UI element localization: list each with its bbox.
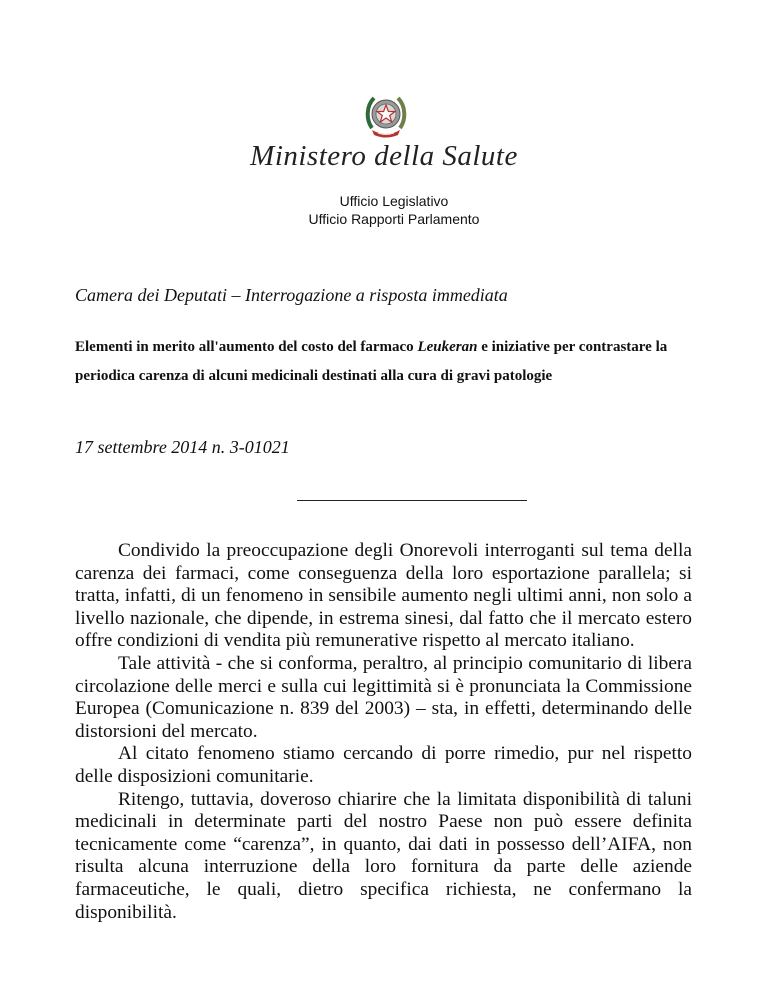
paragraph-4: Ritengo, tuttavia, doveroso chiarire che la limitata disponibilità di taluni medicinali in determinate parti del nostro Paese non può essere definita tecnicamente come “carenza”, in quanto, dai dati in possesso dell’AIFA, non risulta alcuna interruzione della loro fornitura da parte delle aziende farmaceutiche, le quali, dietro specifica richiesta, ne confermano la disponibilità. [75,788,692,923]
subject-heading [75,333,675,391]
italian-republic-emblem [364,90,408,140]
date-and-number: 17 settembre 2014 n. 3-01021 [75,437,290,457]
drug-name: Leukeran [417,339,478,355]
ministry-name: Ministero della Salute [250,140,518,172]
separator-line [297,500,527,501]
paragraph-1: Condivido la preoccupazione degli Onorevoli interroganti sul tema della carenza dei farmaci, come conseguenza della loro esportazione parallela; si tratta, infatti, di un fenomeno in sensibile aumento negli ultimi anni, non solo a livello nazionale, che dipende, in estrema sinesi, dal fatto che il mercato estero offre condizioni di vendita più remunerative rispetto al mercato italiano. [75,540,692,652]
paragraph-2: Tale attività - che si conforma, peraltro, al principio comunitario di libera circolazione delle merci e sulla cui legittimità si è pronunciata la Commissione Europea (Comunicazione n. 839 del 2003) – sta, in effetti, determinando delle distorsioni del mercato. [75,652,692,742]
document-body [75,540,692,924]
office-legislative: Ufficio Legislativo [339,193,449,209]
office-parliament-relations: Ufficio Rapporti Parlamento [308,211,480,227]
subject-text-start: Elementi in merito all'aumento del costo del farmaco [75,339,418,355]
subject-text-end: e iniziative per contrastare la periodica carenza di alcuni medicinali destinati alla cura di gravi patologie [75,339,668,384]
chamber-heading: Camera dei Deputati – Interrogazione a risposta immediata [75,285,508,305]
paragraph-3: Al citato fenomeno stiamo cercando di porre rimedio, pur nel rispetto delle disposizioni comunitarie. [75,743,692,787]
